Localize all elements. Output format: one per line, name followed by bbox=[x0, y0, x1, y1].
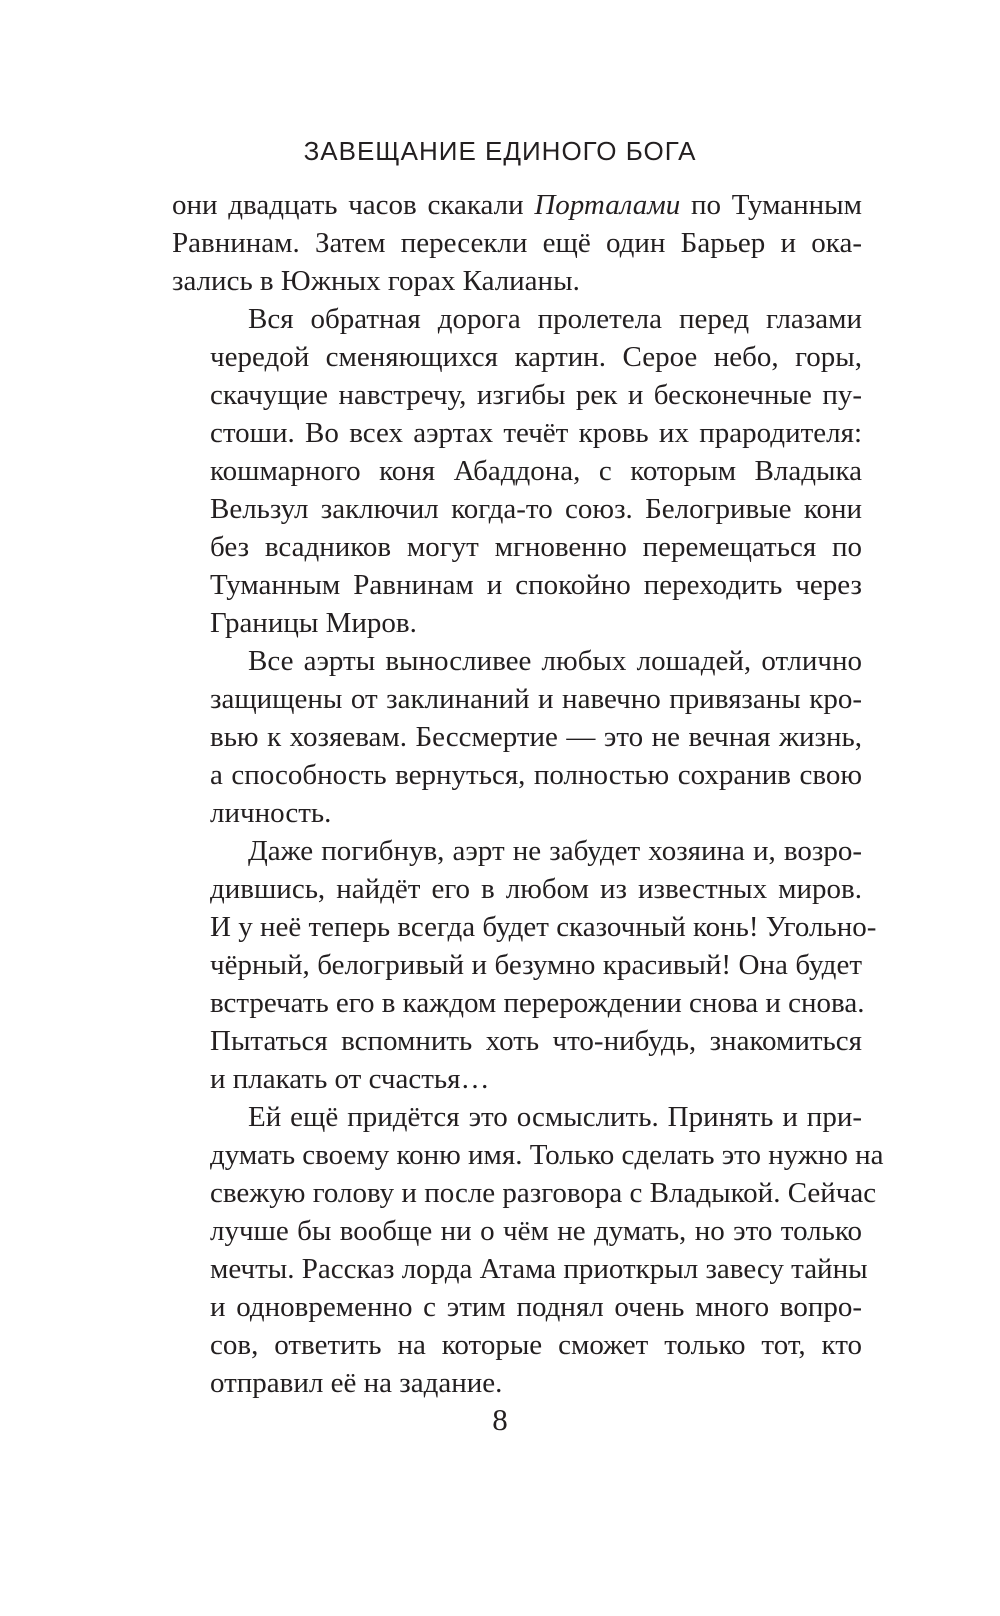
text-line: стоши. Во всех аэртах течёт кровь их прародителя: bbox=[210, 417, 862, 449]
paragraph-3 bbox=[172, 642, 862, 832]
text-line: защищены от заклинаний и навечно привязаны кро- bbox=[210, 683, 862, 715]
text-line: Пытаться вспомнить хоть что-нибудь, знакомиться bbox=[210, 1025, 862, 1057]
text-line: чередой сменяющихся картин. Серое небо, горы, bbox=[210, 341, 862, 373]
text-line: зались в Южных горах Калианы. bbox=[172, 265, 580, 297]
text-line: личность. bbox=[210, 797, 332, 829]
paragraph-5 bbox=[172, 1098, 884, 1402]
text-line: свежую голову и после разговора с Владыкой. Сейчас bbox=[210, 1177, 877, 1209]
paragraph-4 bbox=[172, 832, 877, 1098]
text-line: и плакать от счастья… bbox=[210, 1063, 490, 1095]
text-line: И у неё теперь всегда будет сказочный конь! Угольно- bbox=[210, 911, 877, 943]
text-line: и одновременно с этим поднял очень много вопро- bbox=[210, 1291, 862, 1323]
text-line: Туманным Равнинам и спокойно переходить через bbox=[210, 569, 862, 601]
text-line: Границы Миров. bbox=[210, 607, 417, 639]
text-line: сов, ответить на которые сможет только тот, кто bbox=[210, 1329, 862, 1361]
text-line: отправил её на задание. bbox=[210, 1367, 503, 1399]
text-line: Ей ещё придётся это осмыслить. Принять и при- bbox=[248, 1101, 862, 1133]
text-line: кошмарного коня Абаддона, с которым Владыка bbox=[210, 455, 862, 487]
text-line: думать своему коню имя. Только сделать это нужно на bbox=[210, 1139, 884, 1171]
text-line: чёрный, белогривый и безумно красивый! Она будет bbox=[210, 949, 862, 981]
page-number: 8 bbox=[492, 1402, 508, 1437]
text-line: Вельзул заключил когда-то союз. Белогривые кони bbox=[210, 493, 862, 525]
text-line: а способность вернуться, полностью сохранив свою bbox=[210, 759, 862, 791]
paragraph-2 bbox=[172, 300, 862, 642]
text-line: лучше бы вообще ни о чём не думать, но это только bbox=[210, 1215, 862, 1247]
text-line: Даже погибнув, аэрт не забудет хозяина и, возро- bbox=[248, 835, 862, 867]
text-line: вью к хозяевам. Бессмертие — это не вечная жизнь, bbox=[210, 721, 862, 753]
text-line: мечты. Рассказ лорда Атама приоткрыл завесу тайны bbox=[210, 1253, 868, 1285]
text-line: дившись, найдёт его в любом из известных миров. bbox=[210, 873, 862, 905]
text-line: без всадников могут мгновенно перемещаться по bbox=[210, 531, 862, 563]
running-header-title: ЗАВЕЩАНИЕ ЕДИНОГО БОГА bbox=[303, 136, 697, 166]
italic-term: Порталами bbox=[534, 189, 681, 221]
text-line: Все аэрты выносливее любых лошадей, отлично bbox=[248, 645, 862, 677]
paragraph-1 bbox=[172, 186, 862, 300]
text-line: Равнинам. Затем пересекли ещё один Барьер и ока- bbox=[172, 227, 862, 259]
text-line: встречать его в каждом перерождении снова и снова. bbox=[210, 987, 865, 1019]
text-line: Вся обратная дорога пролетела перед глазами bbox=[248, 303, 862, 335]
text-line: они двадцать часов скакали Порталами по Туманным bbox=[172, 189, 862, 221]
body-text bbox=[172, 186, 884, 1402]
text-line: скачущие навстречу, изгибы рек и бесконечные пу- bbox=[210, 379, 862, 411]
